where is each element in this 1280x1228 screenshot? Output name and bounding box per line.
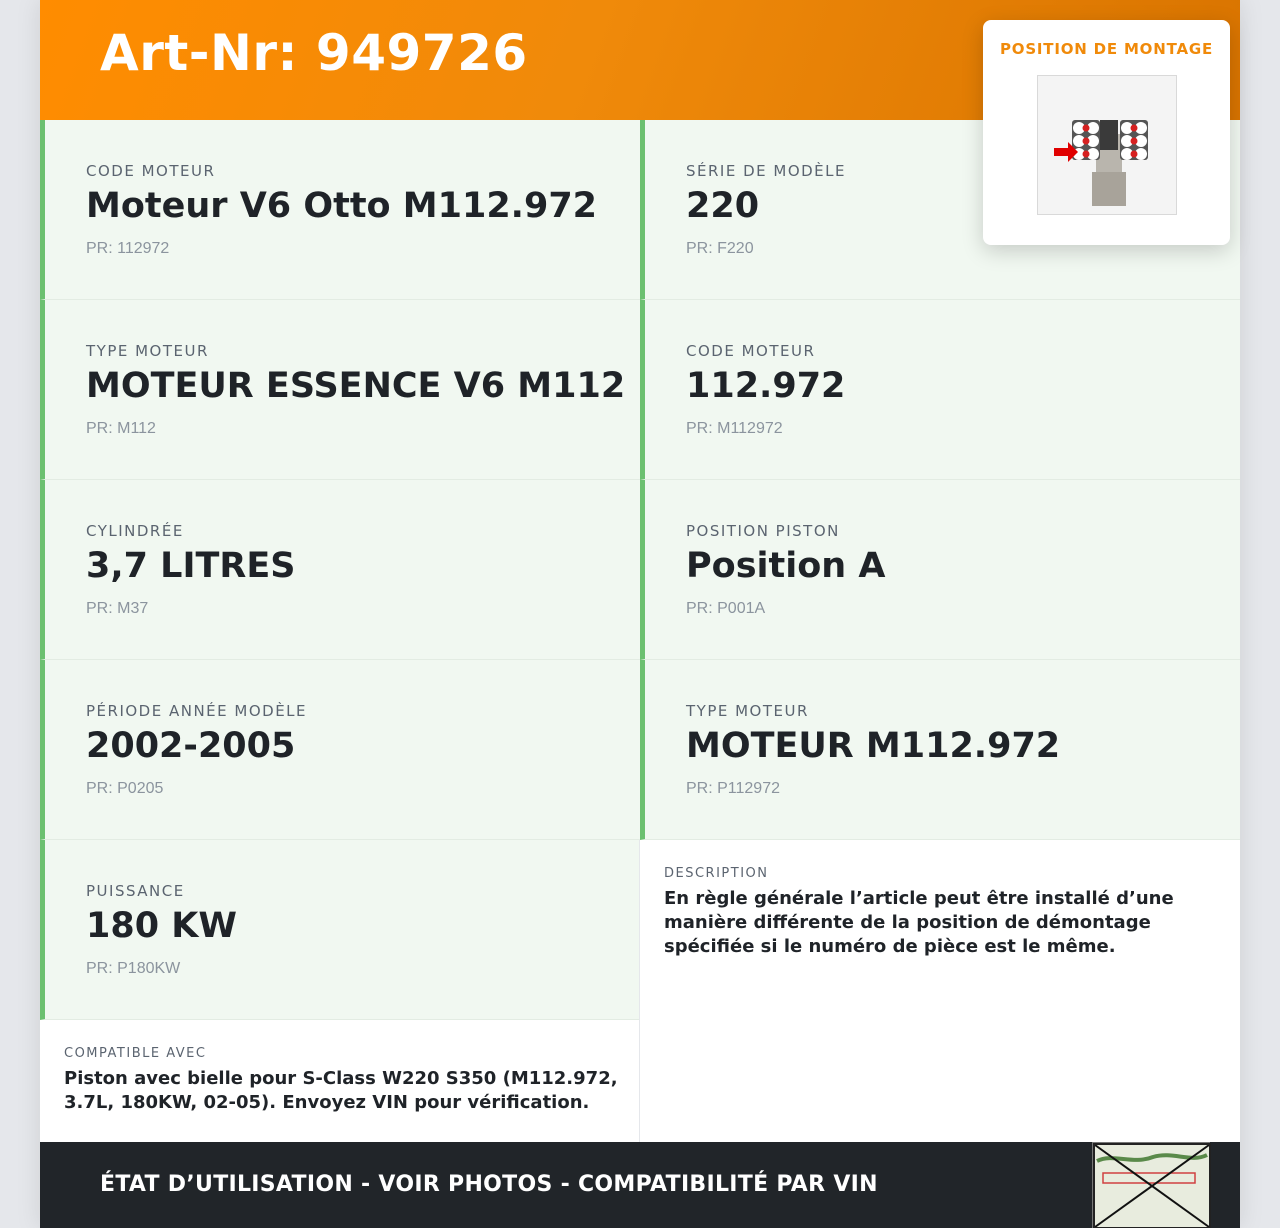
spec-pr: PR: P180KW (86, 960, 181, 977)
spec-pr: PR: M112 (86, 420, 156, 437)
spec-pr: PR: M37 (86, 600, 149, 617)
spec-cell-engine-code (40, 120, 640, 300)
spec-label: CYLINDRÉE (86, 522, 184, 540)
spec-value: Position A (686, 546, 886, 586)
column-divider (639, 840, 640, 1142)
spec-label: CODE MOTEUR (86, 162, 216, 180)
spec-label: TYPE MOTEUR (686, 702, 809, 720)
spec-label: POSITION PISTON (686, 522, 840, 540)
spec-pr: PR: P0205 (86, 780, 164, 797)
spec-cell-power (40, 840, 640, 1020)
spec-cell-model-years (40, 660, 640, 840)
compatibility-label: COMPATIBLE AVEC (64, 1046, 207, 1061)
description-section (664, 866, 1224, 959)
spec-label: SÉRIE DE MODÈLE (686, 162, 846, 180)
footer-text: ÉTAT D’UTILISATION - VOIR PHOTOS - COMPATIBILITÉ PAR VIN (100, 1172, 878, 1197)
spec-pr: PR: P112972 (686, 780, 780, 797)
spec-value: MOTEUR M112.972 (686, 726, 1061, 766)
spec-cell-displacement (40, 480, 640, 660)
spec-cell-engine-code-2 (640, 300, 1240, 480)
spec-value: 220 (686, 186, 760, 226)
engine-diagram-image[interactable] (1037, 75, 1177, 215)
spec-pr: PR: F220 (686, 240, 754, 257)
spec-label: TYPE MOTEUR (86, 342, 209, 360)
spec-cell-piston-position (640, 480, 1240, 660)
description-text: En règle générale l’article peut être installé d’une manière différente de la position de démontage spécifiée si le numéro de pièce est le même. (664, 888, 1174, 957)
envelope-stamp-image (1092, 1142, 1210, 1228)
spec-value: Moteur V6 Otto M112.972 (86, 186, 598, 226)
spec-cell-engine-type-2 (640, 660, 1240, 840)
spec-value: 2002-2005 (86, 726, 296, 766)
spec-pr: PR: M112972 (686, 420, 783, 437)
engine-diagram-icon (1038, 76, 1178, 216)
spec-label: PÉRIODE ANNÉE MODÈLE (86, 702, 308, 720)
spec-value: MOTEUR ESSENCE V6 M112 (86, 366, 626, 406)
spec-value: 3,7 LITRES (86, 546, 296, 586)
compatibility-section (64, 1046, 624, 1115)
envelope-icon (1093, 1143, 1211, 1228)
spec-label: PUISSANCE (86, 882, 185, 900)
product-sheet (40, 0, 1240, 1228)
spec-value: 112.972 (686, 366, 846, 406)
description-label: DESCRIPTION (664, 866, 769, 881)
mounting-position-card (983, 20, 1230, 245)
spec-label: CODE MOTEUR (686, 342, 816, 360)
spec-pr: PR: 112972 (86, 240, 170, 257)
compatibility-text: Piston avec bielle pour S-Class W220 S350 (M112.972, 3.7L, 180KW, 02-05). Envoyez VIN pour vérification. (64, 1068, 618, 1113)
article-number-title: Art-Nr: 949726 (100, 24, 528, 82)
spec-pr: PR: P001A (686, 600, 766, 617)
spec-cell-engine-type (40, 300, 640, 480)
mounting-position-title: POSITION DE MONTAGE (999, 40, 1214, 58)
footer-bar (40, 1142, 1240, 1228)
spec-value: 180 KW (86, 906, 237, 946)
